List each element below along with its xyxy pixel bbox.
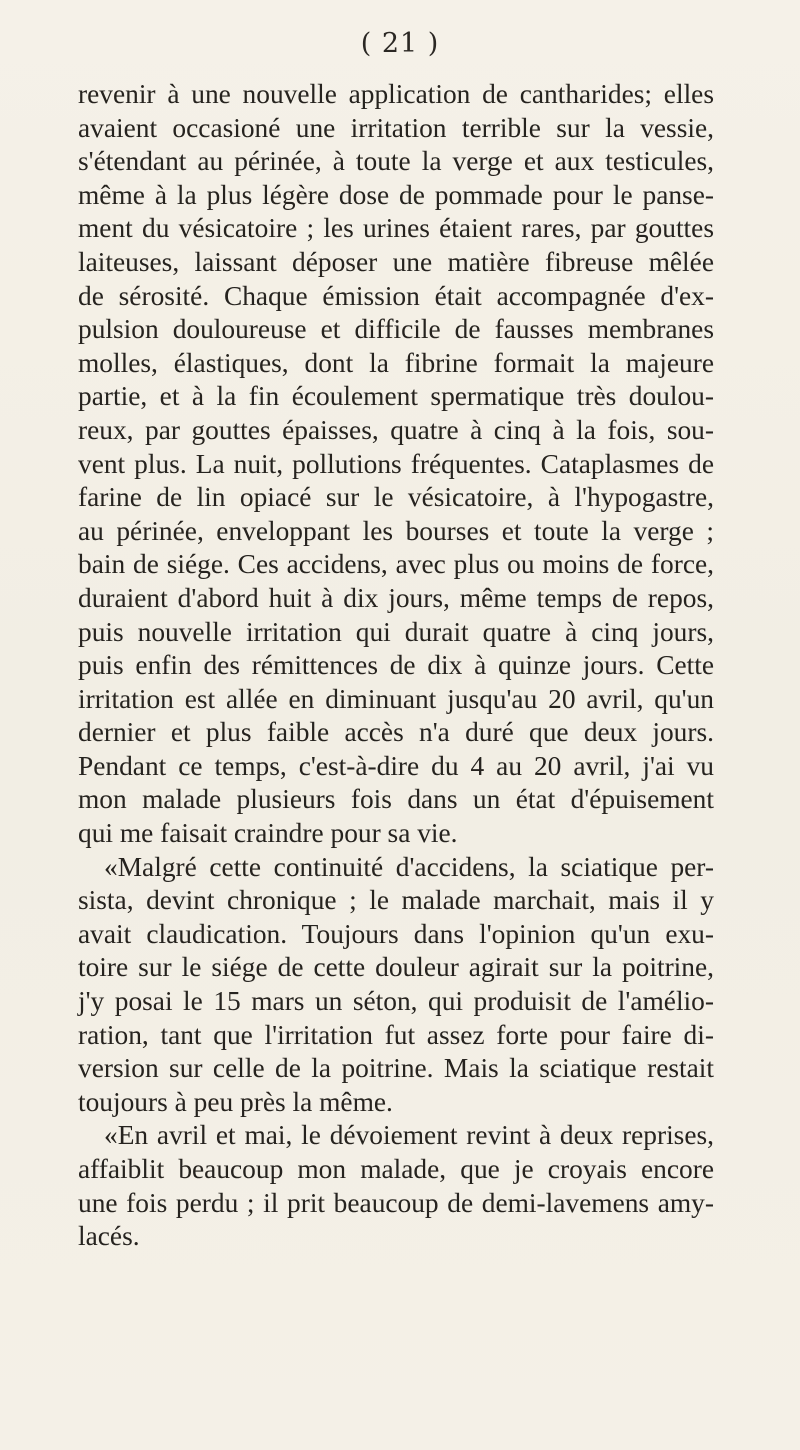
text-line: dernier et plus faible accès n'a duré que deux jours. [78,717,714,748]
text-line: ment du vésicatoire ; les urines étaient rares, par gouttes [78,213,714,244]
text-line: irritation est allée en diminuant jusqu'au 20 avril, qu'un [78,683,714,714]
text-line: mon malade plusieurs fois dans un état d'épuisement [78,784,714,815]
text-line: avaient occasioné une irritation terrible sur la vessie, [78,112,714,143]
text-line: toujours à peu près la même. [78,1086,393,1117]
text-line: duraient d'abord huit à dix jours, même temps de repos, [78,582,714,613]
text-line: sista, devint chronique ; le malade marchait, mais il y [78,885,714,916]
body-text [78,78,714,1254]
text-line: s'étendant au périnée, à toute la verge et aux testicules, [78,146,714,177]
paragraph [78,1119,714,1253]
text-line: avait claudication. Toujours dans l'opinion qu'un exu- [78,918,714,949]
text-line: vent plus. La nuit, pollutions fréquentes. Cataplasmes de [78,448,714,479]
text-line: version sur celle de la poitrine. Mais la sciatique restait [78,1053,714,1084]
page-number: ( 21 ) [360,28,440,59]
text-line: pulsion douloureuse et difficile de fausses membranes [78,314,714,345]
paragraph [78,851,714,1120]
text-line: lacés. [78,1221,140,1252]
text-line: ration, tant que l'irritation fut assez forte pour faire di- [78,1019,714,1050]
text-line: même à la plus légère dose de pommade pour le panse- [78,179,714,210]
text-line: «En avril et mai, le dévoiement revint à deux reprises, [104,1120,714,1151]
text-line: puis enfin des rémittences de dix à quinze jours. Cette [78,650,714,681]
text-line: puis nouvelle irritation qui durait quatre à cinq jours, [78,616,714,647]
text-line: revenir à une nouvelle application de cantharides; elles [78,79,714,109]
text-line: Pendant ce temps, c'est-à-dire du 4 au 20 avril, j'ai vu [78,750,714,781]
text-line: laiteuses, laissant déposer une matière fibreuse mêlée [78,246,714,277]
text-line: toire sur le siége de cette douleur agirait sur la poitrine, [78,952,714,983]
text-line: «Malgré cette continuité d'accidens, la sciatique per- [104,851,714,882]
paragraph [78,78,714,851]
text-line: molles, élastiques, dont la fibrine formait la majeure [78,347,714,378]
text-line: farine de lin opiacé sur le vésicatoire, à l'hypogastre, [78,482,714,513]
text-line: au périnée, enveloppant les bourses et toute la verge ; [78,515,714,546]
text-line: partie, et à la fin écoulement spermatique très doulou- [78,381,714,412]
text-line: affaiblit beaucoup mon malade, que je croyais encore [78,1154,714,1184]
text-line: une fois perdu ; il prit beaucoup de demi-lavemens amy- [78,1187,714,1218]
text-line: qui me faisait craindre pour sa vie. [78,818,458,849]
text-line: reux, par gouttes épaisses, quatre à cinq à la fois, sou- [78,414,714,445]
text-line: de sérosité. Chaque émission était accompagnée d'ex- [78,280,714,311]
text-line: bain de siége. Ces accidens, avec plus ou moins de force, [78,549,714,580]
text-line: j'y posai le 15 mars un séton, qui produisit de l'amélio- [78,986,714,1017]
